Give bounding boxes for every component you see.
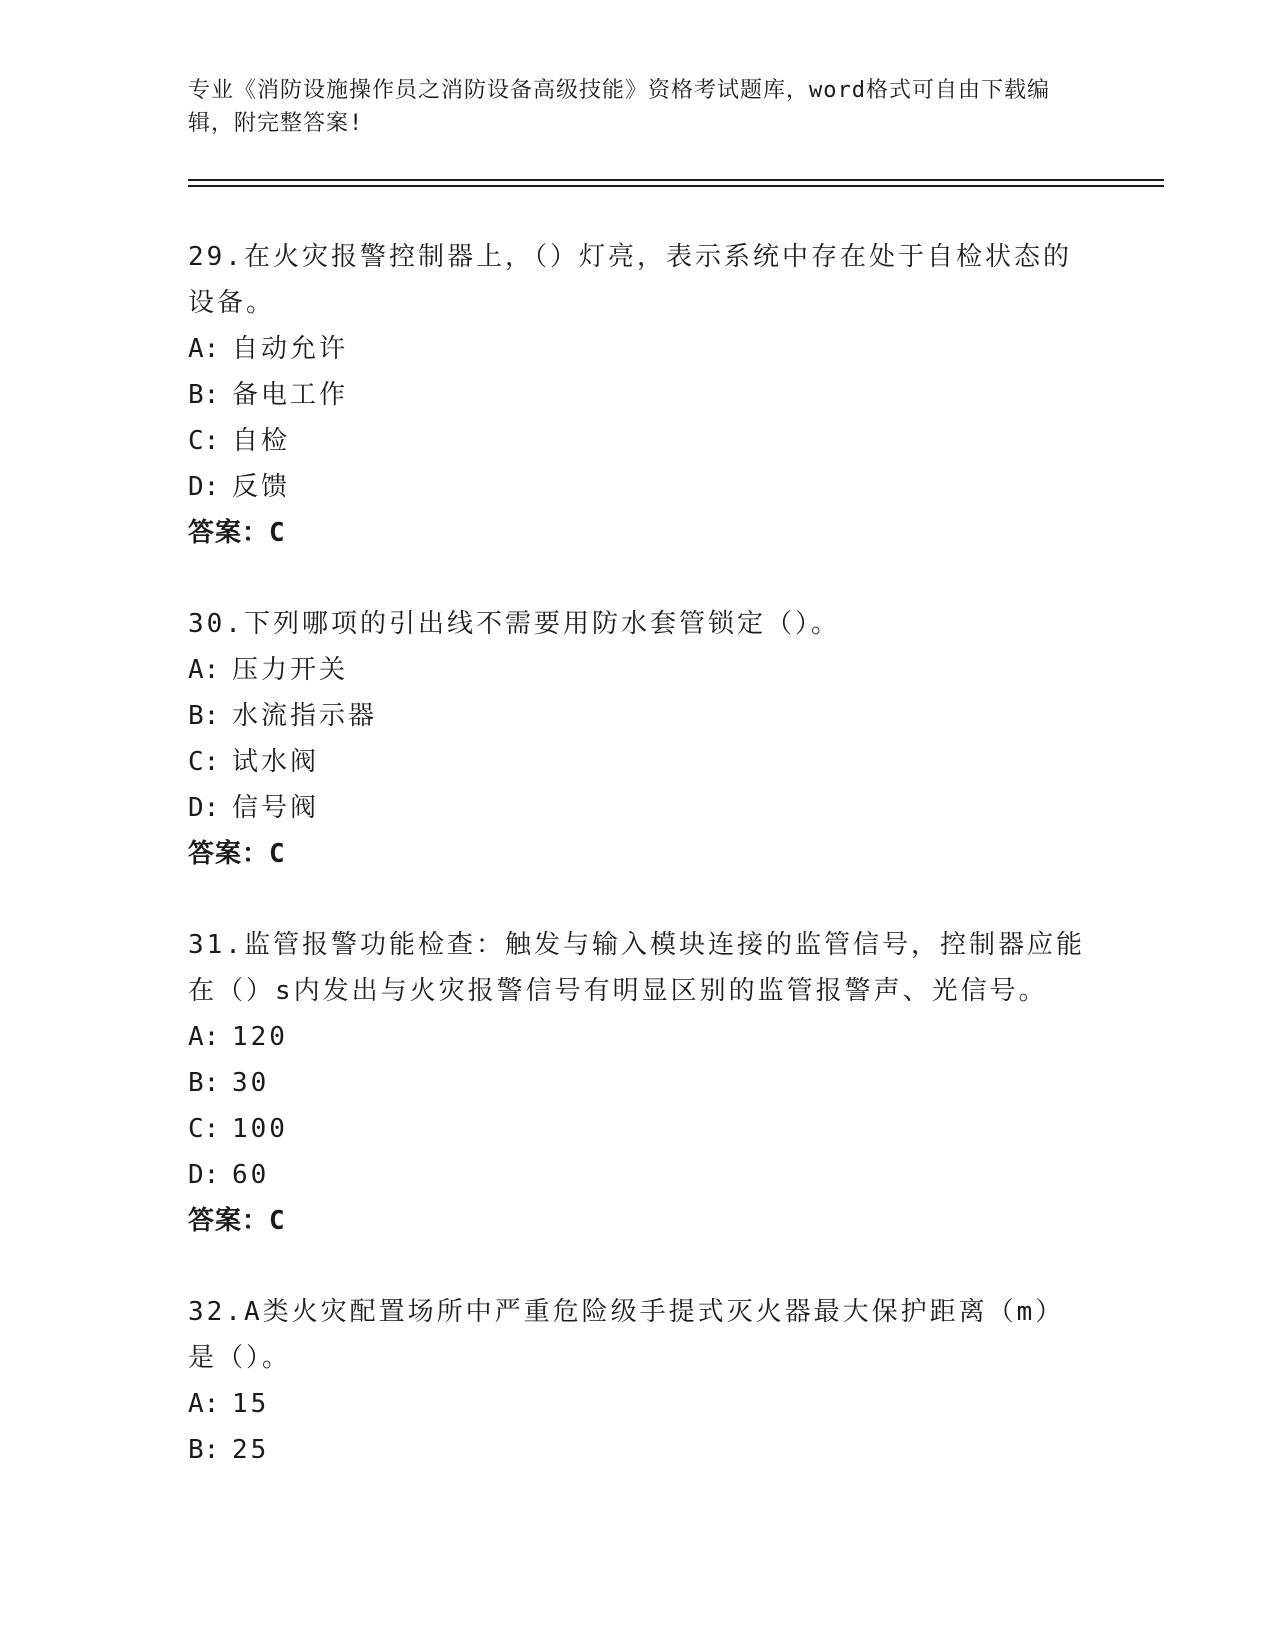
option-c [188,418,1088,464]
question-30 [188,601,1088,877]
question-stem: 32.A类火灾配置场所中严重危险级手提式灭火器最大保护距离（m）是（）。 [188,1297,1065,1373]
option-d [188,785,1088,831]
document-header: 专业《消防设施操作员之消防设备高级技能》资格考试题库，word格式可自由下载编辑，附完整答案! [188,78,1050,136]
option-d [188,464,1088,510]
option-label: A: [188,1389,220,1419]
option-text: 备电工作 [232,380,349,410]
option-label: A: [188,334,220,364]
option-text: 120 [232,1022,288,1052]
question-stem: 30.下列哪项的引出线不需要用防水套管锁定（）。 [188,609,840,639]
question-31 [188,922,1088,1244]
option-label: C: [188,1114,220,1144]
option-label: B: [188,1068,220,1098]
option-a [188,1014,1088,1060]
option-a [188,1381,1088,1427]
option-label: A: [188,1022,220,1052]
option-label: C: [188,426,220,456]
option-text: 25 [232,1435,270,1465]
option-b [188,1427,1088,1473]
header-divider-top [188,179,1164,181]
option-text: 自检 [232,426,291,456]
answer: 答案：C [188,839,286,869]
option-a [188,326,1088,372]
option-label: D: [188,472,220,502]
option-b [188,372,1088,418]
answer: 答案：C [188,1206,286,1236]
option-label: D: [188,1160,220,1190]
option-label: B: [188,701,220,731]
option-label: B: [188,1435,220,1465]
option-text: 反馈 [232,472,291,502]
option-text: 60 [232,1160,270,1190]
option-text: 信号阀 [232,793,320,823]
option-text: 自动允许 [232,334,349,364]
question-stem: 29.在火灾报警控制器上，（）灯亮，表示系统中存在处于自检状态的设备。 [188,242,1072,318]
option-b [188,693,1088,739]
option-b [188,1060,1088,1106]
option-text: 15 [232,1389,270,1419]
option-text: 100 [232,1114,288,1144]
option-text: 水流指示器 [232,701,378,731]
question-stem: 31.监管报警功能检查：触发与输入模块连接的监管信号，控制器应能在（）s内发出与火灾报警信号有明显区别的监管报警声、光信号。 [188,930,1085,1006]
option-label: C: [188,747,220,777]
option-d [188,1152,1088,1198]
question-32 [188,1289,1088,1473]
option-c [188,739,1088,785]
option-text: 压力开关 [232,655,349,685]
option-label: B: [188,380,220,410]
option-a [188,647,1088,693]
option-label: D: [188,793,220,823]
answer: 答案：C [188,518,286,548]
option-text: 试水阀 [232,747,320,777]
header-divider-bottom [188,185,1164,187]
option-text: 30 [232,1068,270,1098]
question-29 [188,234,1088,556]
option-c [188,1106,1088,1152]
option-label: A: [188,655,220,685]
